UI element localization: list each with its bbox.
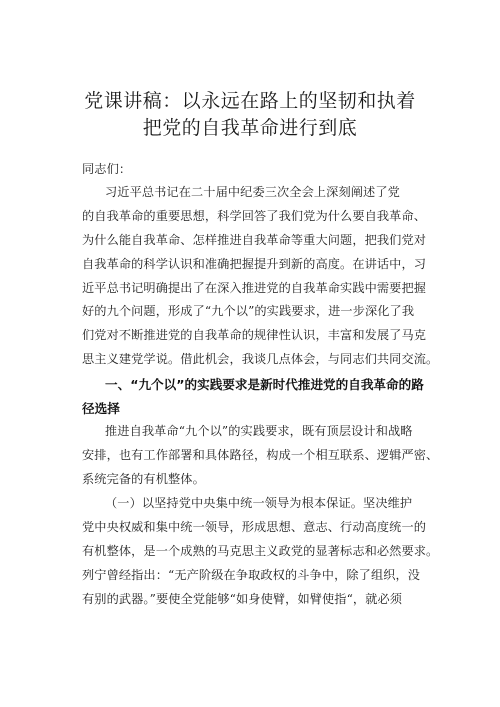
subsection-line: 列宁曾经指出：“无产阶级在争取政权的斗争中，除了组织，没 — [82, 568, 421, 582]
document-title-line-1: 党课讲稿：以永远在路上的坚韧和执着 — [84, 90, 416, 112]
section-heading-line-1: 一、“九个以”的实践要求是新时代推进党的自我革命的路 — [105, 377, 424, 392]
section-paragraph-line: 安排，也有工作部署和具体路径，构成一个相互联系、逻辑严密、 — [82, 448, 439, 462]
intro-line: 近平总书记明确提出了在深入推进党的自我革命实践中需要把握 — [82, 281, 427, 295]
section-heading-line-2: 径选择 — [82, 401, 120, 416]
intro-line: 们党对不断推进党的自我革命的规律性认识，丰富和发展了马克 — [82, 328, 427, 342]
intro-line: 为什么能自我革命、怎样推进自我革命等重大问题，把我们党对 — [82, 233, 427, 247]
subsection-line: 有机整体，是一个成熟的马克思主义政党的显著标志和必然要求。 — [82, 544, 439, 558]
subsection-line: （一）以坚持党中央集中统一领导为根本保证。坚决维护 — [105, 496, 413, 510]
salutation: 同志们： — [82, 162, 132, 176]
section-paragraph-line: 推进自我革命“九个以”的实践要求，既有顶层设计和战略 — [105, 424, 413, 438]
subsection-line: 党中央权威和集中统一领导，形成思想、意志、行动高度统一的 — [82, 520, 427, 534]
intro-line: 的自我革命的重要思想，科学回答了我们党为什么要自我革命、 — [82, 209, 427, 223]
intro-line: 好的九个问题，形成了“九个以”的实践要求，进一步深化了我 — [82, 304, 415, 318]
section-paragraph-line: 系统完备的有机整体。 — [82, 472, 205, 486]
document-title-line-2: 把党的自我革命进行到底 — [142, 117, 358, 139]
intro-line: 自我革命的科学认识和准确把握提升到新的高度。在讲话中，习 — [82, 257, 427, 271]
subsection-line: 有别的武器。”要使全党能够“如身使臂，如臂使指“，就必须 — [82, 592, 403, 606]
intro-line: 思主义建党学说。借此机会，我谈几点体会，与同志们共同交流。 — [82, 352, 439, 366]
intro-line: 习近平总书记在二十届中纪委三次全会上深刻阐述了党 — [105, 185, 400, 199]
